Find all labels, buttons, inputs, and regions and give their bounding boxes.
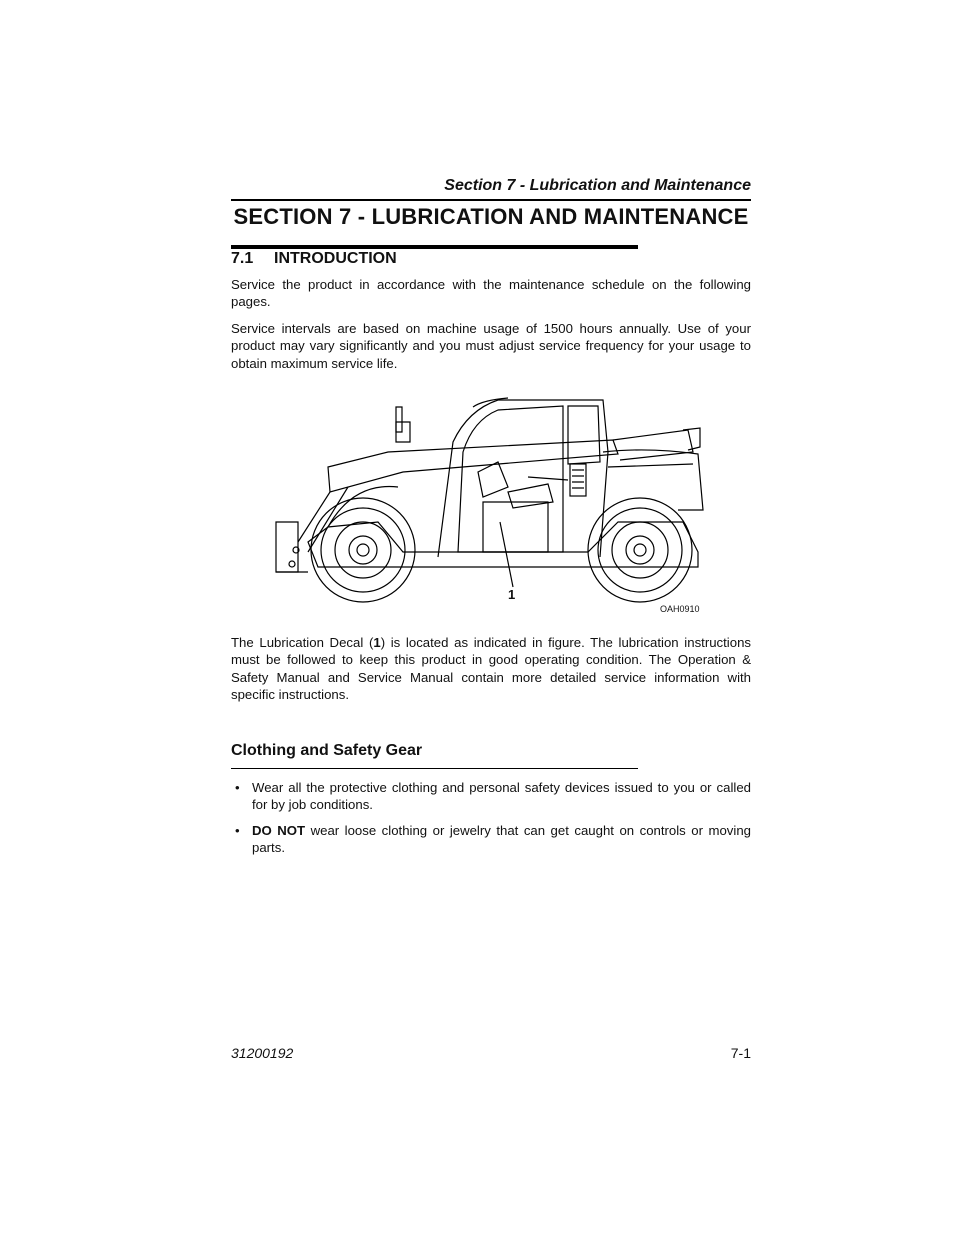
bullet-dot: •	[235, 780, 240, 795]
bullet-text: wear loose clothing or jewelry that can get caught on controls or moving parts.	[252, 822, 751, 856]
decal-callout-ref: 1	[373, 635, 381, 650]
intro-paragraph-1: Service the product in accordance with the maintenance schedule on the following pages.	[231, 277, 751, 310]
list-item	[231, 779, 751, 814]
list-item	[231, 822, 751, 857]
safety-bullet-list	[231, 779, 751, 865]
header-rule	[231, 199, 751, 201]
section-title: SECTION 7 - LUBRICATION AND MAINTENANCE	[233, 204, 749, 229]
telehandler-illustration	[268, 392, 713, 617]
bullet-text: Wear all the protective clothing and personal safety devices issued to you or called for by job conditions.	[252, 780, 751, 813]
bullet-bold-text: DO NOT	[252, 822, 306, 838]
figure-callout-1: 1	[508, 587, 516, 602]
intro-paragraph-2: Service intervals are based on machine usage of 1500 hours annually. Use of your product may vary significantly and you must adjust service frequency for your usage to obtain maximum service life.	[231, 321, 751, 371]
clothing-rule	[231, 768, 638, 769]
intro-heading-text: INTRODUCTION	[274, 250, 397, 267]
decal-paragraph	[231, 634, 751, 704]
intro-heading	[231, 250, 397, 268]
figure-id: OAH0910	[660, 604, 700, 614]
bullet-dot: •	[235, 822, 240, 838]
footer-doc-number: 31200192	[231, 1045, 294, 1061]
intro-number: 7.1	[231, 250, 254, 267]
decal-text-before: The Lubrication Decal (	[231, 635, 374, 650]
clothing-heading: Clothing and Safety Gear	[231, 742, 423, 759]
footer-page-number: 7-1	[730, 1045, 751, 1061]
subsection-rule	[231, 245, 638, 249]
telehandler-figure	[268, 392, 713, 617]
running-header: Section 7 - Lubrication and Maintenance	[444, 177, 751, 194]
decal-text-after: ) is located as indicated in figure. The lubrication instructions must be followed to keep this product in good operating condition. The Operation & Safety Manual and Service Manual contain more detailed service information with specific instructions.	[231, 635, 752, 703]
